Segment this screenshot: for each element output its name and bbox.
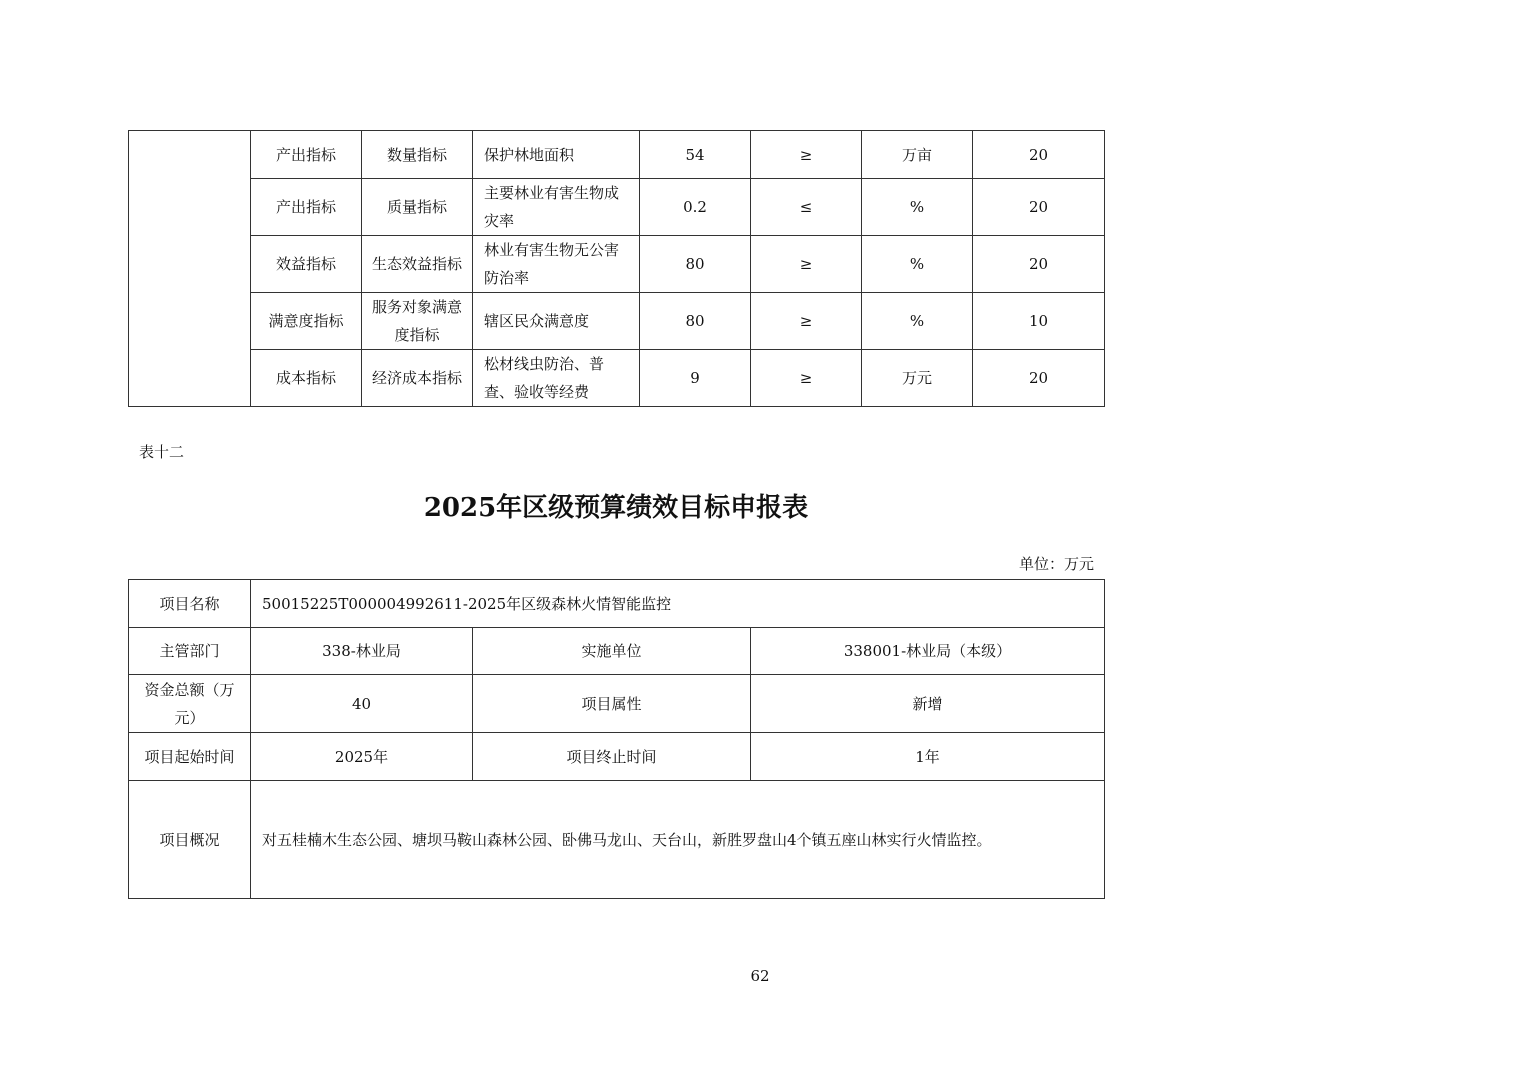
project-name-label: 项目名称 (129, 580, 251, 628)
dept-value: 338-林业局 (251, 628, 473, 675)
level3-indicator: 主要林业有害生物成灾率 (473, 179, 640, 236)
indicator-value: 9 (640, 350, 751, 407)
indicator-operator: ≥ (751, 236, 862, 293)
indicator-operator: ≥ (751, 293, 862, 350)
level2-indicator: 数量指标 (362, 131, 473, 179)
start-time-value: 2025年 (251, 733, 473, 781)
table-row (129, 179, 1105, 236)
level2-indicator: 经济成本指标 (362, 350, 473, 407)
indicator-weight: 20 (973, 179, 1105, 236)
fund-total-value: 40 (251, 675, 473, 733)
level3-indicator: 松材线虫防治、普查、验收等经费 (473, 350, 640, 407)
project-attr-label: 项目属性 (473, 675, 751, 733)
impl-unit-label: 实施单位 (473, 628, 751, 675)
indicator-operator: ≤ (751, 179, 862, 236)
indicator-operator: ≥ (751, 131, 862, 179)
level3-indicator: 林业有害生物无公害防治率 (473, 236, 640, 293)
table-row (129, 628, 1105, 675)
table-row (129, 580, 1105, 628)
level1-indicator: 效益指标 (251, 236, 362, 293)
table-row (129, 293, 1105, 350)
level3-indicator: 辖区民众满意度 (473, 293, 640, 350)
table-label: 表十二 (139, 443, 185, 461)
overview-value: 对五桂楠木生态公园、塘坝马鞍山森林公园、卧佛马龙山、天台山，新胜罗盘山4个镇五座山林实行火情监控。 (251, 781, 1105, 899)
end-time-label: 项目终止时间 (473, 733, 751, 781)
indicator-value: 0.2 (640, 179, 751, 236)
project-attr-value: 新增 (751, 675, 1105, 733)
end-time-value: 1年 (751, 733, 1105, 781)
table-row (129, 781, 1105, 899)
performance-indicator-table (128, 130, 1105, 407)
indicator-unit: % (862, 293, 973, 350)
indicator-value: 80 (640, 236, 751, 293)
start-time-label: 项目起始时间 (129, 733, 251, 781)
level1-indicator: 满意度指标 (251, 293, 362, 350)
table-row (129, 733, 1105, 781)
indicator-weight: 20 (973, 131, 1105, 179)
table-row (129, 236, 1105, 293)
indicator-unit: % (862, 236, 973, 293)
indicator-unit: 万元 (862, 350, 973, 407)
indicator-operator: ≥ (751, 350, 862, 407)
level3-indicator: 保护林地面积 (473, 131, 640, 179)
overview-label: 项目概况 (129, 781, 251, 899)
indicator-weight: 20 (973, 236, 1105, 293)
level2-indicator: 服务对象满意度指标 (362, 293, 473, 350)
level2-indicator: 生态效益指标 (362, 236, 473, 293)
level2-indicator: 质量指标 (362, 179, 473, 236)
indicator-weight: 20 (973, 350, 1105, 407)
indicator-unit: % (862, 179, 973, 236)
indicator-value: 80 (640, 293, 751, 350)
dept-label: 主管部门 (129, 628, 251, 675)
level1-indicator: 成本指标 (251, 350, 362, 407)
page-number: 62 (750, 967, 770, 985)
level1-indicator: 产出指标 (251, 179, 362, 236)
project-name-value: 50015225T000004992611-2025年区级森林火情智能监控 (251, 580, 1105, 628)
project-info-table (128, 579, 1105, 899)
indicator-value: 54 (640, 131, 751, 179)
impl-unit-value: 338001-林业局（本级） (751, 628, 1105, 675)
unit-label: 单位：万元 (1018, 555, 1094, 573)
page-title: 2025年区级预算绩效目标申报表 (423, 493, 809, 523)
table-row (129, 675, 1105, 733)
indicator-unit: 万亩 (862, 131, 973, 179)
table-row (129, 350, 1105, 407)
table-row (129, 131, 1105, 179)
fund-total-label: 资金总额（万元） (129, 675, 251, 733)
level1-indicator: 产出指标 (251, 131, 362, 179)
indicator-group-cell (129, 131, 251, 407)
indicator-weight: 10 (973, 293, 1105, 350)
